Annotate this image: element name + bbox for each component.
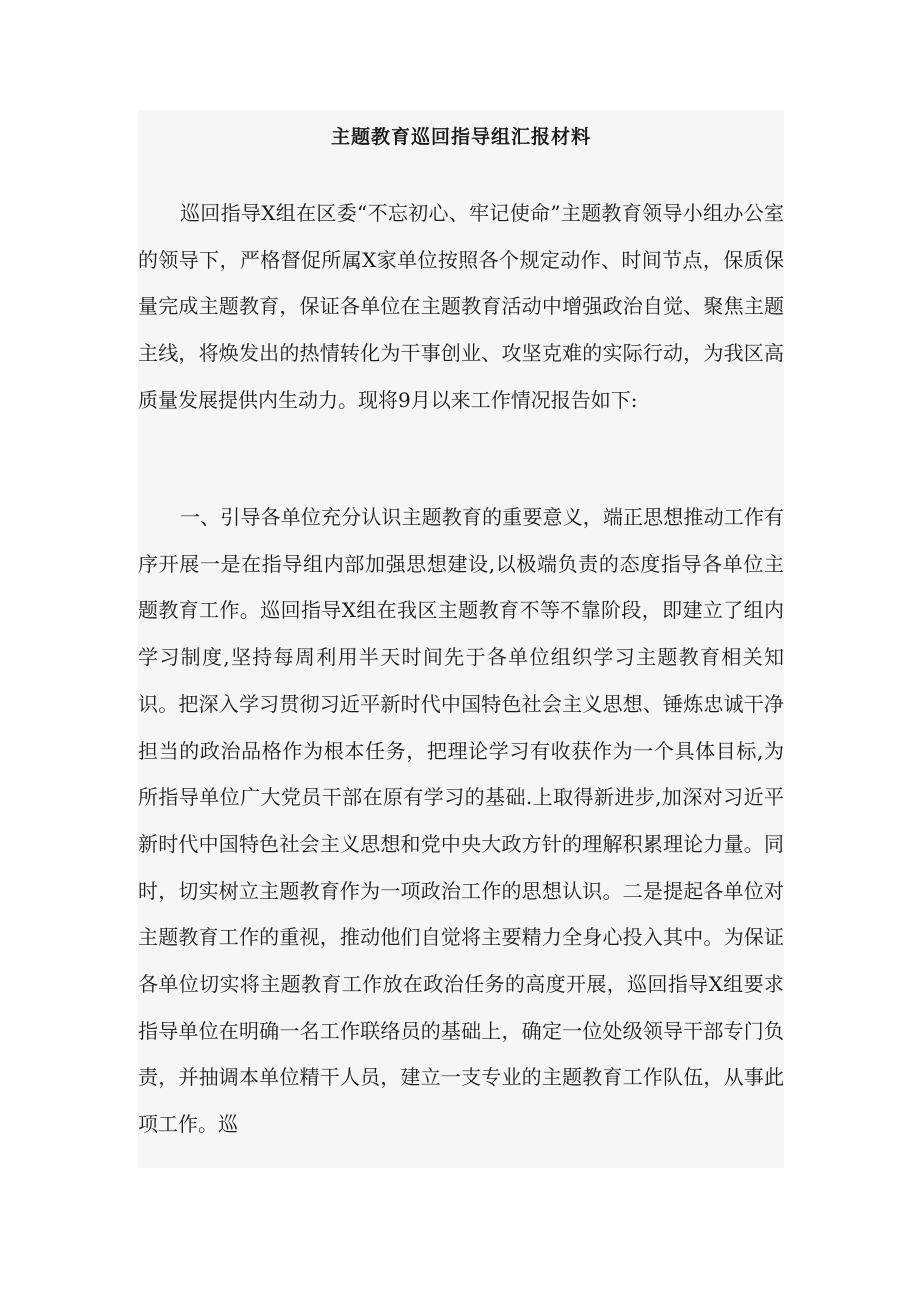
document-title: 主题教育巡回指导组汇报材料: [330, 126, 591, 148]
paragraph-section-one: 一、引导各单位充分认识主题教育的重要意义，端正思想推动工作有序开展一是在指导组内部加强思想建设,以极端负责的态度指导各单位主题教育工作。巡回指导X组在我区主题教育不等不靠阶段，即建立了组内学习制度,坚持每周利用半天时间先于各单位组织学习主题教育相关知识。把深入学习贯彻习近平新时代中国特色社会主义思想、锤炼忠诚干净担当的政治品格作为根本任务，把理论学习有收获作为一个具体目标,为所指导单位广大党员干部在原有学习的基础.上取得新进步,加深对习近平新时代中国特色社会主义思想和党中央大政方针的理解积累理论力量。同时，切实树立主题教育作为一项政治工作的思想认识。二是提起各单位对主题教育工作的重视，推动他们自觉将主要精力全身心投入其中。为保证各单位切实将主题教育工作放在政治任务的高度开展，巡回指导X组要求指导单位在明确一名工作联络员的基础上，确定一位处级领导干部专门负责，并抽调本单位精干人员，建立一支专业的主题教育工作队伍，从事此项工作。巡: [138, 505, 784, 1137]
paragraph-intro: 巡回指导X组在区委“不忘初心、牢记使命”主题教育领导小组办公室的领导下，严格督促所属X家单位按照各个规定动作、时间节点，保质保量完成主题教育，保证各单位在主题教育活动中增强政治自觉、聚焦主题主线，将焕发出的热情转化为干事创业、攻坚克难的实际行动，为我区高质量发展提供内生动力。现将9月以来工作情况报告如下:: [138, 201, 784, 412]
document-page: [138, 110, 784, 1168]
